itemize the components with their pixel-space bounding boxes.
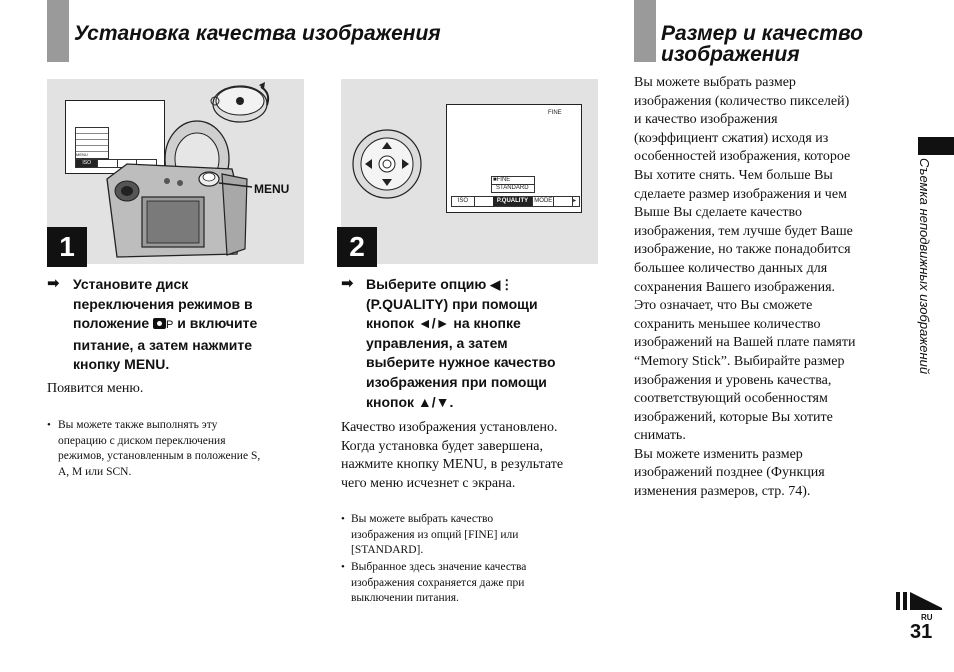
step2-note-line: [STANDARD]. [351,544,424,556]
right-title-bar [634,0,656,62]
right-body-line: сохранить меньшее количество [634,316,821,332]
step1-instr-part: и включите [177,315,258,332]
menu-bar-size[interactable] [474,197,493,206]
step1-note-line: Вы можете также выполнять эту [58,419,218,431]
quality-options [491,176,535,193]
step1-instr-line-3 [73,314,257,336]
step2-result-line: нажмите кнопку MENU, в результате [341,457,564,473]
right-body-line: изображения и уровень качества, [634,372,832,388]
step2-menu-bar [451,196,580,207]
right-body-line: снимать. [634,428,686,444]
camera-mode-icon [153,318,166,329]
step1-arrow-icon: ➡ [47,274,60,292]
right-body-line: сделаете размер изображения и чем [634,186,847,202]
side-menu-last: MENU [76,152,88,157]
menu-bar-iso[interactable]: ISO [457,198,469,204]
step2-note2-bullet: • [341,561,345,573]
step1-instruction [73,275,257,375]
right-body-line: особенностей изображения, которое [634,149,851,165]
step2-note-1 [351,512,518,559]
step2-note-2 [351,560,526,607]
menu-callout-label: MENU [254,182,290,196]
step2-number: 2 [337,227,377,267]
right-body-line: (коэффициент сжатия) исходя из [634,130,829,146]
right-section-title [661,23,863,65]
quality-option-fine[interactable]: ■FINE [492,177,534,185]
step2-result-line: Когда установка будет завершена, [341,438,543,454]
right-body-line: Вы хотите снять. Чем больше Вы [634,167,833,183]
step1-instr-part: положение [73,315,150,332]
sidebar-section-text: Съемка неподвижных изображений [917,158,932,375]
step1-note-line: операцию с диском переключения [58,434,226,447]
right-body-line: изображения (количество пикселей) [634,93,850,109]
step2-instr-line: кнопок ◄/► на кнопке [366,315,521,332]
step2-instr-line: изображения при помощи [366,373,547,390]
step2-instr-line: управления, а затем [366,334,508,351]
right-body-line: изображений, которые Вы хотите [634,409,833,425]
step2-result [341,419,563,493]
step2-note-line: выключении питания. [351,592,459,604]
right-body-line: изменения размеров, стр. 74). [634,484,811,500]
left-title-bar [47,0,69,62]
step2-result-line: чего меню исчезнет с экрана. [341,475,516,491]
step1-note-line: A, M или SCN. [58,465,132,478]
step1-note-line: режимов, установленным в положение S, [58,450,261,462]
step2-arrow-icon: ➡ [341,274,354,292]
right-body-text [634,74,855,502]
step1-instr-line: переключения режимов в [73,295,253,312]
step2-result-line: Качество изображения установлено. [341,420,558,435]
step2-instr-line-1: Выберите опцию ◀⋮ [366,276,514,292]
right-body-line: Это означает, что Вы сможете [634,298,813,314]
step1-note [58,418,260,480]
right-body-line: большее количество данных для [634,260,828,276]
right-body-line: Вы можете изменить размер [634,446,803,462]
right-body-line: сохранения Вашего изображения. [634,279,836,295]
step2-note-line: изображения сохраняется даже при [351,576,525,589]
step1-note-bullet: • [47,419,51,431]
page-language: RU [921,613,933,622]
step2-note-line: Выбранное здесь значение качества [351,561,527,573]
step1-instr-line: кнопку MENU. [73,356,170,373]
right-body-line: и качество изображения [634,112,778,128]
right-title-line-2: изображения [661,43,800,66]
step1-instr-line: Установите диск [73,276,189,292]
right-body-line: изображений на Вашей плате памяти [634,335,856,351]
sidebar-section-label [910,158,940,458]
section-tab-marker [918,137,954,155]
page-number: 31 [910,621,933,643]
menu-bar-next-icon[interactable]: ▸ [572,197,579,206]
right-body-line: изображений позднее (Функция [634,465,825,481]
camera-mode-letter: P [166,319,174,332]
step2-instr-line: (P.QUALITY) при помощи [366,295,538,312]
menu-bar-pquality[interactable]: P.QUALITY [493,197,533,206]
step2-note-line: Вы можете выбрать качество [351,513,494,525]
step2-instruction [366,275,556,412]
page-corner-icon [896,590,944,612]
right-body-line: изображение, но также понадобится [634,242,851,258]
step1-menu-iso: ISO [76,160,97,167]
pquality-icon: ◀⋮ [490,277,514,292]
menu-bar-mode[interactable]: MODE [534,198,553,204]
step2-note1-bullet: • [341,513,345,525]
right-title-line-1: Размер и качество [661,22,863,45]
right-body-line: “Memory Stick”. Выбирайте размер [634,353,845,369]
step2-note-line: изображения из опций [FINE] или [351,528,519,541]
step2-lcd-screen [446,104,582,213]
step2-instr-line: выберите нужное качество [366,354,556,371]
right-body-line: изображения, тем лучше будет Ваше [634,223,853,239]
left-section-title: Установка качества изображения [74,22,441,45]
step2-illustration [341,79,598,264]
right-body-line: Вы можете выбрать размер [634,75,796,90]
right-body-line: Выше Вы сделаете качество [634,205,802,221]
menu-bar-flash[interactable] [553,197,572,206]
quality-option-standard[interactable]: STANDARD [496,185,529,191]
step1-instr-line: питание, а затем нажмите [73,336,253,353]
step2-instr-line: кнопок ▲/▼. [366,393,454,410]
right-body-line: соответствующий особенностям [634,391,828,407]
step1-number: 1 [47,227,87,267]
step1-result: Появится меню. [47,381,144,396]
step2-screen-top-label: FINE [548,110,562,116]
